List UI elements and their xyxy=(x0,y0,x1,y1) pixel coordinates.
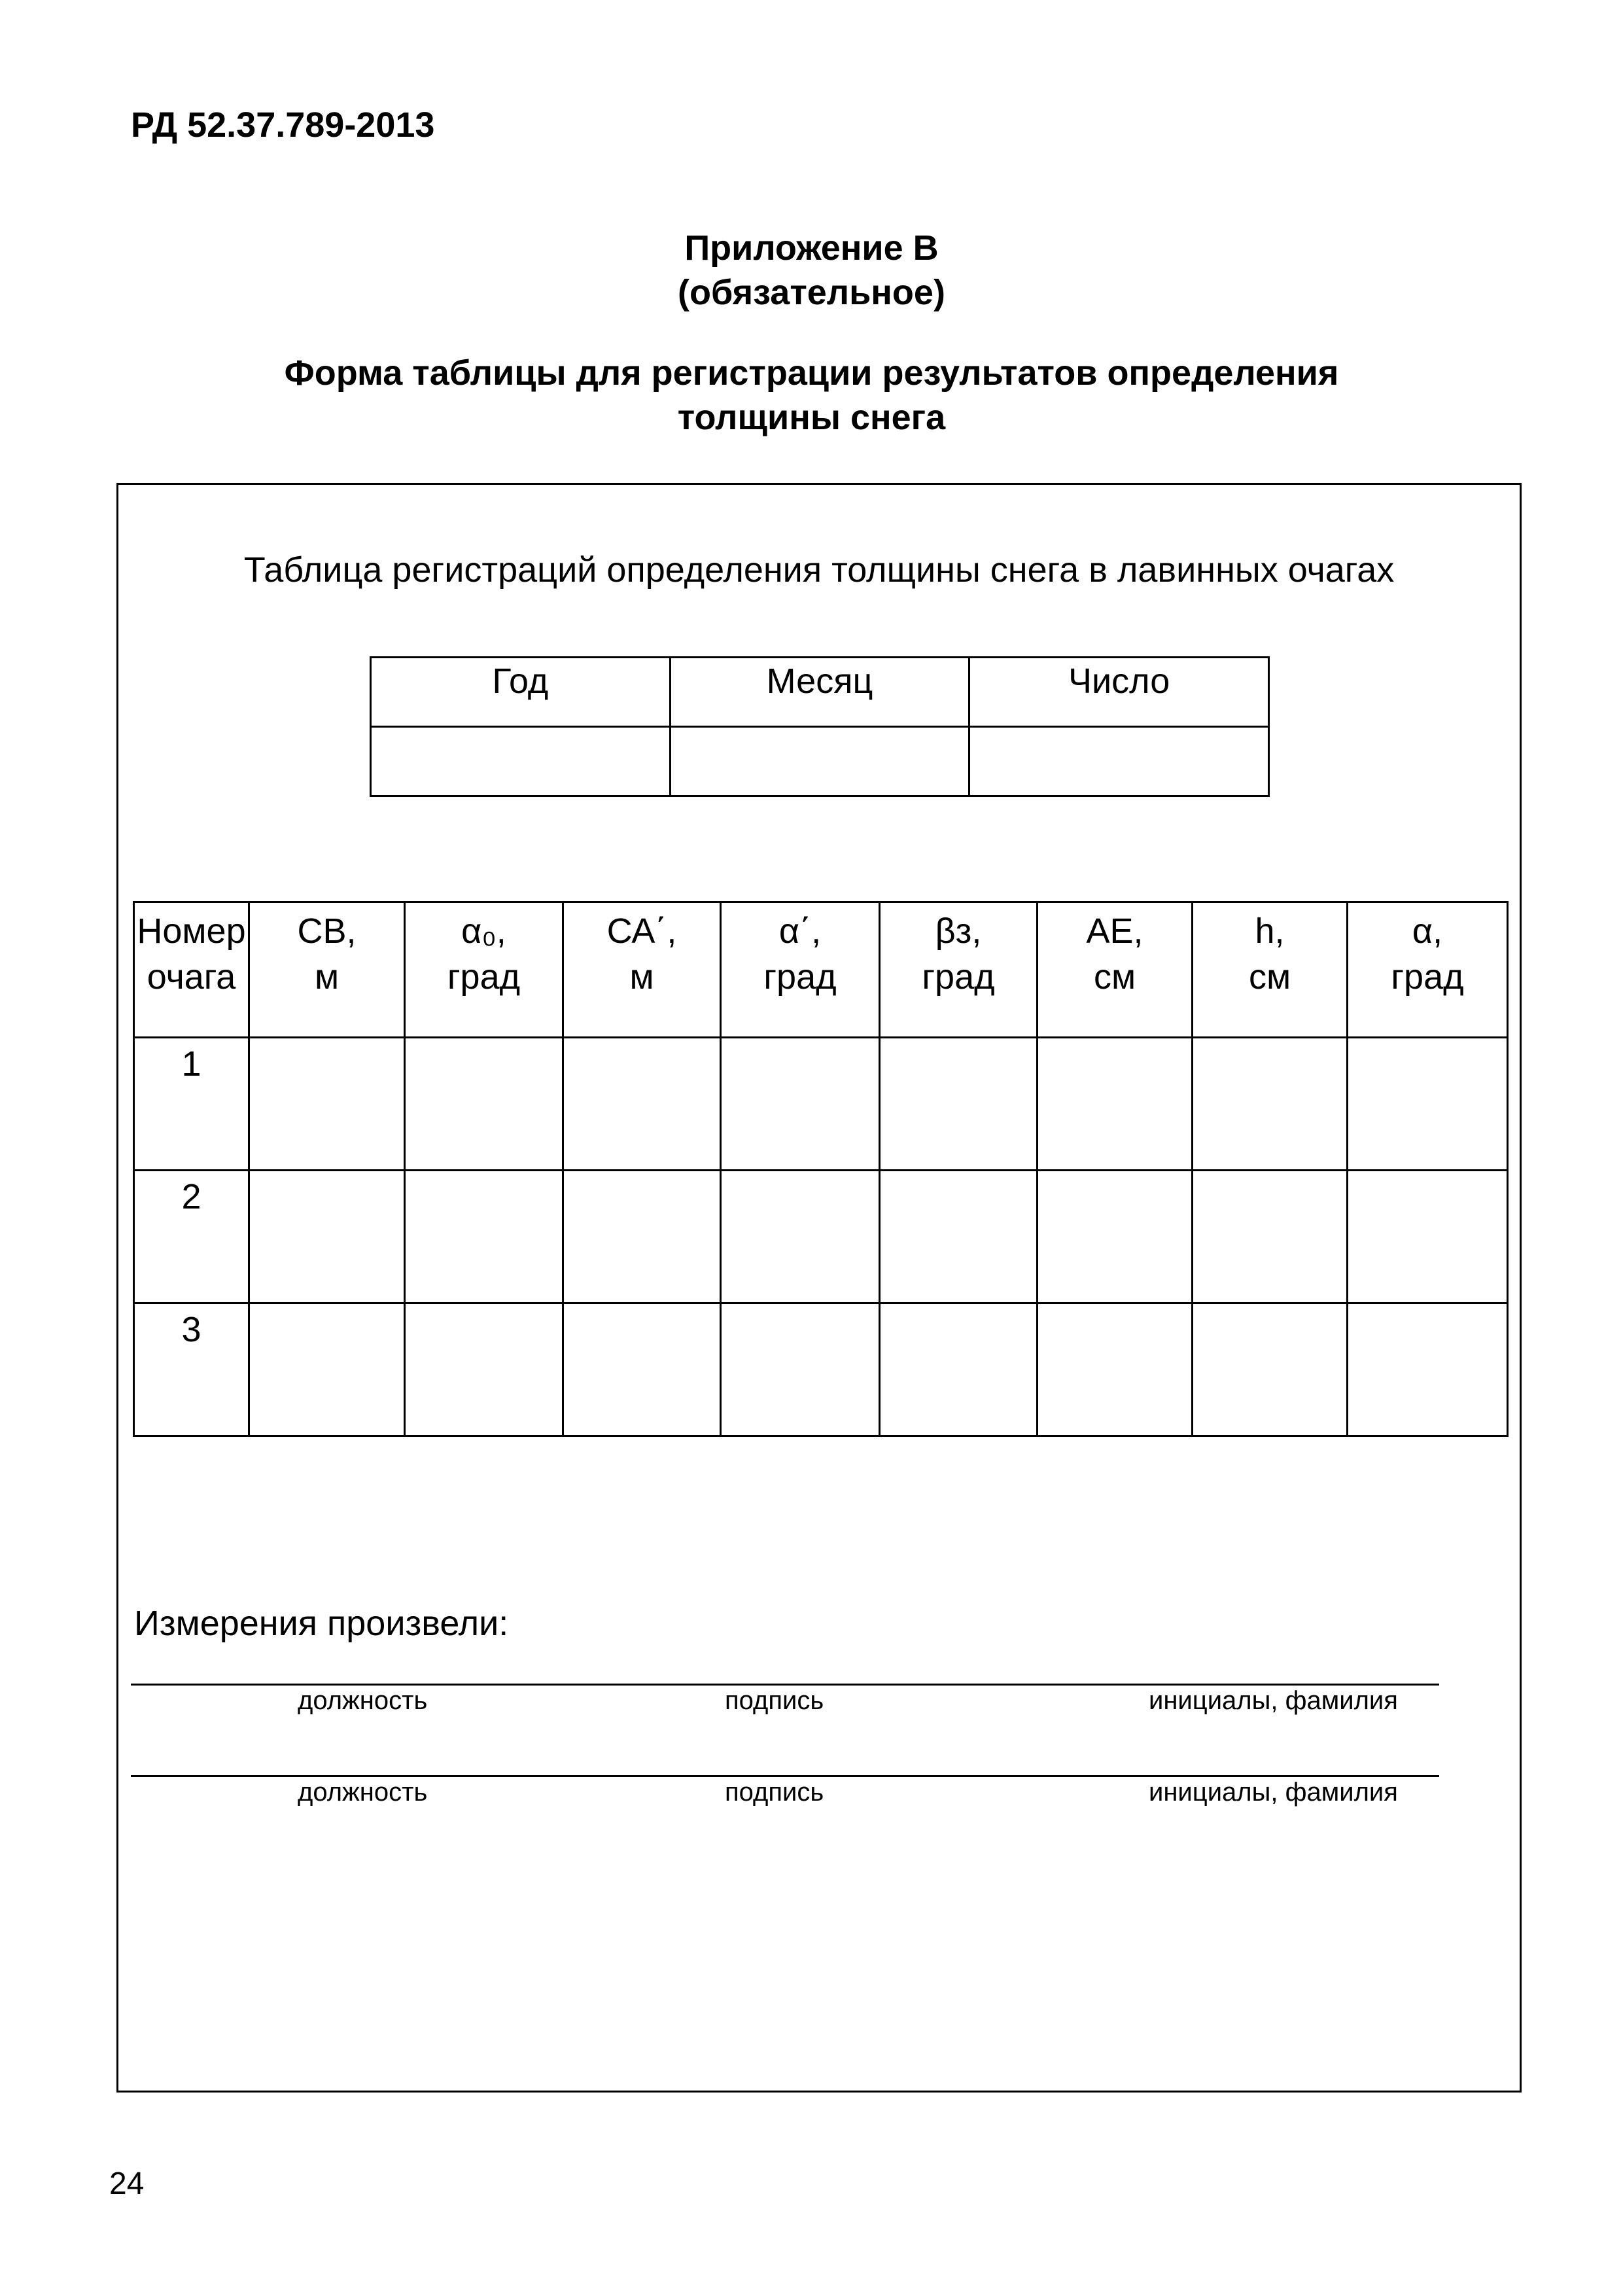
table-cell[interactable] xyxy=(405,1303,563,1436)
date-table xyxy=(370,656,1270,797)
table-row xyxy=(134,1303,1508,1436)
measured-by-label: Измерения произвели: xyxy=(134,1604,509,1643)
page-number: 24 xyxy=(109,2166,145,2201)
column-header-alpha: α, град xyxy=(1348,902,1508,1038)
date-header-month: Месяц xyxy=(670,658,969,727)
signature-label-position: должность xyxy=(298,1686,428,1715)
column-header-h: h, см xyxy=(1193,902,1348,1038)
table-cell[interactable] xyxy=(880,1303,1038,1436)
date-cell-day[interactable] xyxy=(969,727,1269,796)
table-cell[interactable] xyxy=(721,1038,880,1171)
table-caption: Таблица регистраций определения толщины снега в лавинных очагах xyxy=(243,550,1395,590)
date-cell-year[interactable] xyxy=(371,727,671,796)
signature-line-1[interactable] xyxy=(131,1684,1439,1686)
table-header-row xyxy=(134,902,1508,1038)
appendix-status: (обязательное) xyxy=(678,273,945,312)
appendix-title: Приложение В xyxy=(684,228,939,268)
row-number: 3 xyxy=(134,1303,249,1436)
signature-label-signature: подпись xyxy=(725,1778,824,1807)
table-cell[interactable] xyxy=(880,1038,1038,1171)
table-cell[interactable] xyxy=(563,1303,721,1436)
row-number: 1 xyxy=(134,1038,249,1171)
column-header-beta: βз, град xyxy=(880,902,1038,1038)
column-header-ae: АЕ, см xyxy=(1038,902,1193,1038)
signature-label-position: должность xyxy=(298,1778,428,1807)
signature-label-signature: подпись xyxy=(725,1686,824,1715)
column-header-ca: СА΄, м xyxy=(563,902,721,1038)
table-cell[interactable] xyxy=(1038,1171,1193,1303)
column-header-alpha0: α₀, град xyxy=(405,902,563,1038)
table-cell[interactable] xyxy=(563,1038,721,1171)
table-cell[interactable] xyxy=(249,1171,405,1303)
table-cell[interactable] xyxy=(721,1171,880,1303)
measurement-table xyxy=(133,901,1509,1437)
table-cell[interactable] xyxy=(880,1171,1038,1303)
date-header-year: Год xyxy=(371,658,671,727)
table-cell[interactable] xyxy=(1193,1303,1348,1436)
table-cell[interactable] xyxy=(1348,1303,1508,1436)
table-row xyxy=(134,1171,1508,1303)
table-cell[interactable] xyxy=(1348,1171,1508,1303)
table-cell[interactable] xyxy=(1193,1171,1348,1303)
signature-label-name: инициалы, фамилия xyxy=(1149,1686,1398,1715)
table-cell[interactable] xyxy=(1193,1038,1348,1171)
table-row xyxy=(134,1038,1508,1171)
table-cell[interactable] xyxy=(249,1038,405,1171)
date-header-day: Число xyxy=(969,658,1269,727)
column-header-alpha-prime: α΄, град xyxy=(721,902,880,1038)
form-title-line-1: Форма таблицы для регистрации результатов определения xyxy=(284,353,1339,393)
appendix-heading xyxy=(0,226,1623,315)
form-title xyxy=(0,351,1623,440)
date-cell-month[interactable] xyxy=(670,727,969,796)
form-title-line-2: толщины снега xyxy=(677,398,946,437)
signature-line-2[interactable] xyxy=(131,1775,1439,1777)
table-cell[interactable] xyxy=(1038,1303,1193,1436)
signature-label-name: инициалы, фамилия xyxy=(1149,1778,1398,1807)
table-cell[interactable] xyxy=(249,1303,405,1436)
table-cell[interactable] xyxy=(405,1171,563,1303)
row-number: 2 xyxy=(134,1171,249,1303)
column-header-cb: СВ, м xyxy=(249,902,405,1038)
table-cell[interactable] xyxy=(405,1038,563,1171)
column-header-number: Номер очага xyxy=(134,902,249,1038)
table-cell[interactable] xyxy=(1038,1038,1193,1171)
table-cell[interactable] xyxy=(563,1171,721,1303)
table-cell[interactable] xyxy=(721,1303,880,1436)
document-code: РД 52.37.789-2013 xyxy=(131,105,435,145)
table-cell[interactable] xyxy=(1348,1038,1508,1171)
